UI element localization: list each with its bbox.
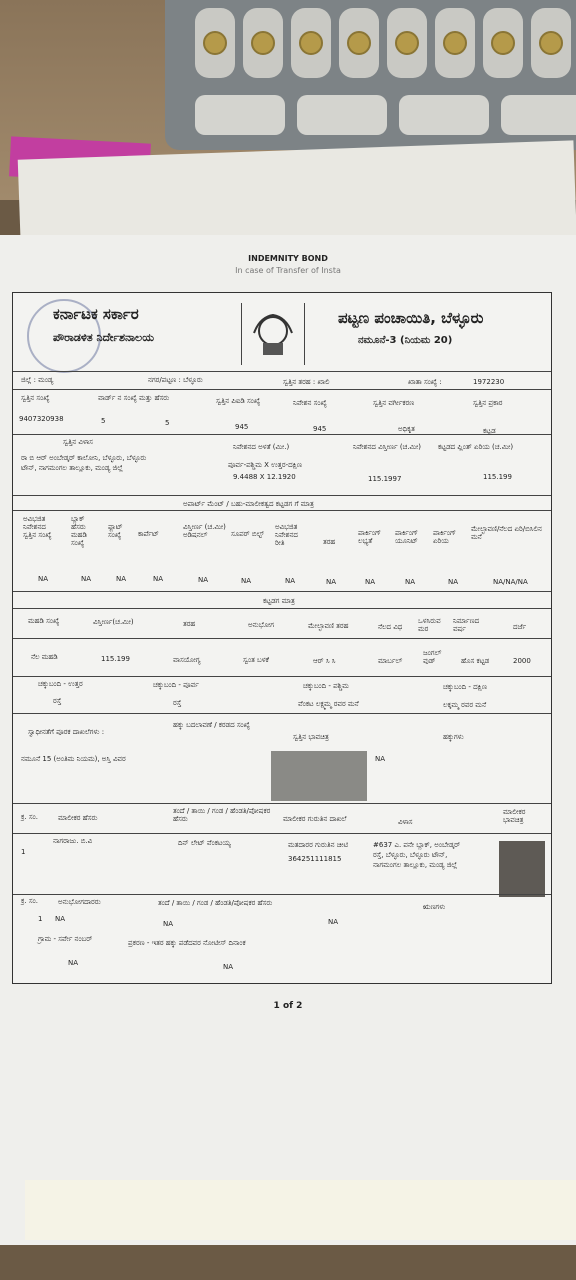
apt-head: ಬ್ಲಾಕ್ ಹೆಸರು ಮಹಡಿ ಸಂಖ್ಯೆ xyxy=(71,515,87,547)
owner-address: #637 ಎ. ಪನೇ ಬ್ಲಾಕ್, ಅಂಬೇಡ್ಕರ್ xyxy=(373,841,461,849)
notice-head: ಪ್ರಕರಣ - ಇತರ ಹಕ್ಕು ಪಡೆದವರ ನೋಟೀಸ್ ದಿನಾಂಕ xyxy=(128,939,246,947)
h-pid: ಸ್ವತ್ತಿನ ಪಿಐಡಿ ಸಂಖ್ಯೆ xyxy=(216,397,261,405)
site-area: 115.1997 xyxy=(368,475,402,483)
dimension-value: 9.4488 X 12.1920 xyxy=(233,473,296,481)
owner-head: ತಂದೆ / ತಾಯಿ / ಗಂಡ / ಹೆಂಡತಿ/ಪೋಷಕರ ಹೆಸರು xyxy=(173,807,271,823)
bld-value: ಜಂಗಲ್ ವುಡ್ xyxy=(423,649,442,665)
apt-value: NA xyxy=(241,577,252,585)
apt-value: NA xyxy=(405,578,416,586)
bld-value: 2000 xyxy=(513,657,531,665)
liab-encumbrance: NA xyxy=(328,918,339,926)
prop-number: 9407320938 xyxy=(19,415,64,423)
dimension-label: ಪೂರ್ವ-ಪಶ್ಚಿಮ X ಉತ್ತರ-ದಕ್ಷಿಣ xyxy=(228,461,302,469)
apt-value: NA xyxy=(198,576,209,584)
owner-no: 1 xyxy=(21,848,26,856)
liab-head: ತಂದೆ / ತಾಯಿ / ಗಂಡ / ಹೆಂಡತಿ/ಪೋಷಕರ ಹೆಸರು xyxy=(158,899,273,907)
bld-value: ಸ್ವಂತ ಬಳಕೆ xyxy=(243,656,269,664)
survey-value: NA xyxy=(68,959,79,967)
owner-head: ಮಾಲೀಕರ ಭಾವಚಿತ್ರ xyxy=(503,808,526,824)
h-ward: ವಾರ್ಡ್ ನ ಸಂಖ್ಯೆ ಮತ್ತು ಹೆಸರು xyxy=(98,394,170,402)
kind: ಕಟ್ಟಡ xyxy=(483,427,496,435)
bld-head: ವಿಸ್ತೀರ್ಣ(ಚ.ಮೀ) xyxy=(93,618,134,626)
docs-head: ಸ್ವಾಧೀನತೆಗೆ ಪೂರಕ ದಾಖಲೆಗಳು : xyxy=(28,728,105,736)
page-number: 1 of 2 xyxy=(273,1001,303,1011)
khata-label: ಖಾತಾ ಸಂಖ್ಯೆ : xyxy=(408,378,442,386)
boundary-value: ರಸ್ತೆ xyxy=(53,697,62,705)
apt-head: ಫ್ಲಾಟ್ ಸಂಖ್ಯೆ xyxy=(108,523,123,539)
district: ಜಿಲ್ಲೆ : ಮಂಡ್ಯ xyxy=(21,376,54,384)
boundary-value: ವೆಂಕಟ ಲಕ್ಷ್ಮಮ್ಮ ರವರ ಮನೆ xyxy=(298,700,359,708)
owner-photo xyxy=(499,841,545,897)
bld-value: 115.199 xyxy=(101,655,130,663)
apt-value: NA xyxy=(448,578,459,586)
notice-value: NA xyxy=(223,963,234,971)
boundary-head: ಚಕ್ಕುಬಂದಿ - ದಕ್ಷಿಣ xyxy=(443,683,488,691)
liab-head: ಋಣಗಳು xyxy=(423,903,446,911)
bld-value: ವಾಸಯೋಗ್ಯ xyxy=(173,656,201,664)
owner-address: ನಾಗಮಂಗಲ ತಾಲ್ಲೂಕು, ಮಂಡ್ಯ ಜಿಲ್ಲೆ xyxy=(373,861,458,869)
liab-no: 1 xyxy=(38,915,43,923)
survey-head: ಗ್ರಾಮ - ಸರ್ವೇ ನಂಬರ್ xyxy=(38,935,93,943)
docs-value: ನಮೂನೆ 15 (ಅಂತಿಮ ನಿಯಮ), ಅಸ್ತಿ ವಿವರ xyxy=(21,755,126,763)
boundary-head: ಚಕ್ಕುಬಂದಿ - ಪೂರ್ವ xyxy=(153,681,199,689)
apt-head: ಪಾರ್ಕಿಂಗ್ ಲಭ್ಯತೆ xyxy=(358,529,382,545)
apt-head: ಅವಿಭಜಿತ ನಿವೇಶನದ ಸ್ವತ್ತಿನ ಸಂಖ್ಯೆ xyxy=(23,515,52,539)
boundary-value: ರಸ್ತೆ xyxy=(173,699,182,707)
ward-no: 5 xyxy=(101,417,106,425)
ward-name: 5 xyxy=(165,419,170,427)
boundary-head: ಚಕ್ಕುಬಂದಿ - ಪಶ್ಚಿಮ xyxy=(303,682,349,690)
bld-head: ನೆಲದ ವಿಧ xyxy=(378,623,403,631)
form-number: ನಮೂನೆ-3 (ನಿಯಮ 20) xyxy=(358,335,453,346)
apt-value: NA xyxy=(153,575,164,583)
state-emblem-icon xyxy=(241,303,305,365)
liab-relation: NA xyxy=(163,920,174,928)
office-title: ಪಟ್ಟಣ ಪಂಚಾಯಿತಿ, ಬೆಳ್ಳೂರು xyxy=(338,309,484,327)
bld-value: ನೆಲ ಮಹಡಿ xyxy=(31,653,58,661)
built-area: 115.199 xyxy=(483,473,512,481)
owner-head: ಮಾಲೀಕರ ಗುರುತಿನ ದಾಖಲೆ xyxy=(283,815,347,823)
pid-no: 945 xyxy=(235,423,249,431)
h-built: ಕಟ್ಟಡದ ಪ್ಲಿಂತ್ ಏರಿಯ (ಚ.ಮೀ) xyxy=(438,443,514,451)
building-banner: ಕಟ್ಟಡಗ ಮಾತ್ರ xyxy=(263,597,295,605)
apt-value: NA xyxy=(365,578,376,586)
apt-value: NA xyxy=(81,575,92,583)
apt-head: ಸೂಪರ್ ಬಿಲ್ಟ್ xyxy=(231,530,264,538)
bld-head: ತರಹ xyxy=(183,620,196,628)
h-prop: ಸ್ವತ್ತಿನ ಸಂಖ್ಯೆ xyxy=(21,394,50,402)
rights-head: ಹಕ್ಕುಗಳು xyxy=(443,733,464,741)
liab-head: ಕ್ರ. ಸಂ. xyxy=(21,897,38,905)
apt-head: ಮೇಲ್ಛಾವಣಿ/ನೆಲದ ಏರಿ/ಬಿಸಿಲಿನ ಮನೆ xyxy=(471,525,542,541)
apt-value: NA/NA/NA xyxy=(493,578,528,586)
dept-title: ಪೌರಾಡಳಿತ ನಿರ್ದೇಶನಾಲಯ xyxy=(53,331,154,344)
apt-head: ಪಾರ್ಕಿಂಗ್ ಯೂನಿಟ್ xyxy=(395,529,419,545)
bld-head: ಅನುಭೋಗ xyxy=(248,621,275,629)
apt-head: ಪಾರ್ಕಿಂಗ್ ಏರಿಯ xyxy=(433,529,457,545)
bld-value: ಆರ್ ಸಿ ಸಿ xyxy=(313,657,336,665)
apt-head: ಅವಿಭಜಿತ ನಿವೇಶನದ ರೀತಿ xyxy=(275,523,298,547)
h-site: ನಿವೇಶನ ಸಂಖ್ಯೆ xyxy=(293,399,327,407)
owner-name: ನಾಗರಾಜು. ಬಿ.ವಿ xyxy=(53,837,93,845)
mutation-head: ಹಕ್ಕು ಬದಲಾವಣೆ / ಕರಡದ ಸಂಖ್ಯೆ xyxy=(173,721,251,729)
h-kind: ಸ್ವತ್ತಿನ ಪ್ರಕಾರ xyxy=(473,399,503,407)
boundary-head: ಚಕ್ಕುಬಂದಿ - ಉತ್ತರ xyxy=(38,680,83,688)
owner-address: ರಸ್ತೆ, ಬೆಳ್ಳೂರು, ಬೆಳ್ಳೂರು ಟೌನ್, xyxy=(373,851,448,859)
gov-title: ಕರ್ನಾಟಕ ಸರ್ಕಾರ xyxy=(53,305,139,323)
apartment-banner: ಅಪಾರ್ಟ್ ಮೆಂಟ್ / ಬಹು-ಮಾಲೀಕತ್ವದ ಕಟ್ಟಡಗ ಗೆ ಮಾತ್ರ xyxy=(183,500,314,508)
bld-head: ಮಹಡಿ ಸಂಖ್ಯೆ xyxy=(28,617,60,625)
property-type: ಸ್ವತ್ತಿನ ತರಹ : ಖಾಲಿ xyxy=(283,378,330,386)
owner-head: ವಿಳಾಸ xyxy=(398,818,413,826)
bld-head: ನಿರ್ಮಾಣದ ವರ್ಷ xyxy=(453,617,480,633)
owner-father: ದಿನ್ ಲೇಟ್ ವೆಂಕಟಯ್ಯ xyxy=(178,839,231,847)
owner-head: ಮಾಲೀಕರ ಹೆಸರು xyxy=(58,814,98,822)
liab-holder: NA xyxy=(55,915,66,923)
h-dimension: ನಿವೇಶನದ ಅಳತೆ (ಮೀ.) xyxy=(233,443,290,451)
bond-subtitle: In case of Transfer of Insta xyxy=(235,266,341,275)
boundary-value: ಲಕ್ಕಮ್ಮ ರವರ ಮನೆ xyxy=(443,701,487,709)
owner-id-number: 364251111815 xyxy=(288,855,342,863)
bld-value: ಹೊಸ ಕಟ್ಟಡ xyxy=(461,657,490,665)
khata-number: 1972230 xyxy=(473,378,505,386)
h-address: ಸ್ವತ್ತಿನ ವಿಳಾಸ xyxy=(63,438,93,446)
owner-head: ಕ್ರ. ಸಂ. xyxy=(21,813,38,821)
address-line1: ರಾ ಬಿ ಆರ್ ಅಂಬೇಡ್ಕರ್ ಕಾಲೋನಿ, ಬೆಳ್ಳೂರು, ಬೆಳ್ಳೂರು xyxy=(21,454,147,462)
apt-value: NA xyxy=(285,577,296,585)
bld-head: ಒಳಸಿರುವ ಮರ xyxy=(418,617,441,633)
rights-value: NA xyxy=(375,755,386,763)
bld-value: ಮಾರ್ಬಲ್ xyxy=(378,657,403,665)
form-3-certificate xyxy=(12,292,552,984)
apt-head: ಕಾರ್ಪೆಟ್ xyxy=(138,530,159,538)
property-photo xyxy=(271,751,367,801)
bond-title: INDEMNITY BOND xyxy=(248,254,328,263)
terminal-block-photo xyxy=(165,0,576,150)
address-line2: ಟೌನ್, ನಾಗಮಂಗಲ ತಾಲ್ಲೂಕು, ಮಂಡ್ಯ ಜಿಲ್ಲೆ xyxy=(21,464,123,472)
apt-value: NA xyxy=(326,578,337,586)
bld-head: ದರ್ಜೆ xyxy=(513,623,527,631)
photo-head: ಸ್ವತ್ತಿನ ಭಾವಚಿತ್ರ xyxy=(293,733,329,741)
apt-value: NA xyxy=(116,575,127,583)
h-area: ನಿವೇಶನದ ವಿಸ್ತೀರ್ಣ (ಚ.ಮೀ) xyxy=(353,443,421,451)
h-class: ಸ್ವತ್ತಿನ ವರ್ಗೀಕರಣ xyxy=(373,399,415,407)
owner-id-type: ಮತದಾರರ ಗುರುತಿನ ಚೀಟಿ xyxy=(288,841,349,849)
town: ನಗರ/ಪಟ್ಟಣ : ಬೆಳ್ಳೂರು xyxy=(148,376,203,384)
bld-head: ಮೇಲ್ಛಾವಣಿ ತರಹ xyxy=(308,622,349,630)
liab-head: ಅನುಭೋಗದಾರರು xyxy=(58,898,101,906)
apt-value: NA xyxy=(38,575,49,583)
site-no: 945 xyxy=(313,425,327,433)
classification: ಅಧಿಕೃತ xyxy=(398,425,415,433)
apt-head: ತರಹ xyxy=(323,538,336,546)
page-bottom-sheet xyxy=(25,1180,576,1240)
apt-head: ವಿಸ್ತೀರ್ಣ (ಚ.ಮೀ) ಅಡಿಷನಲ್ xyxy=(183,523,226,539)
